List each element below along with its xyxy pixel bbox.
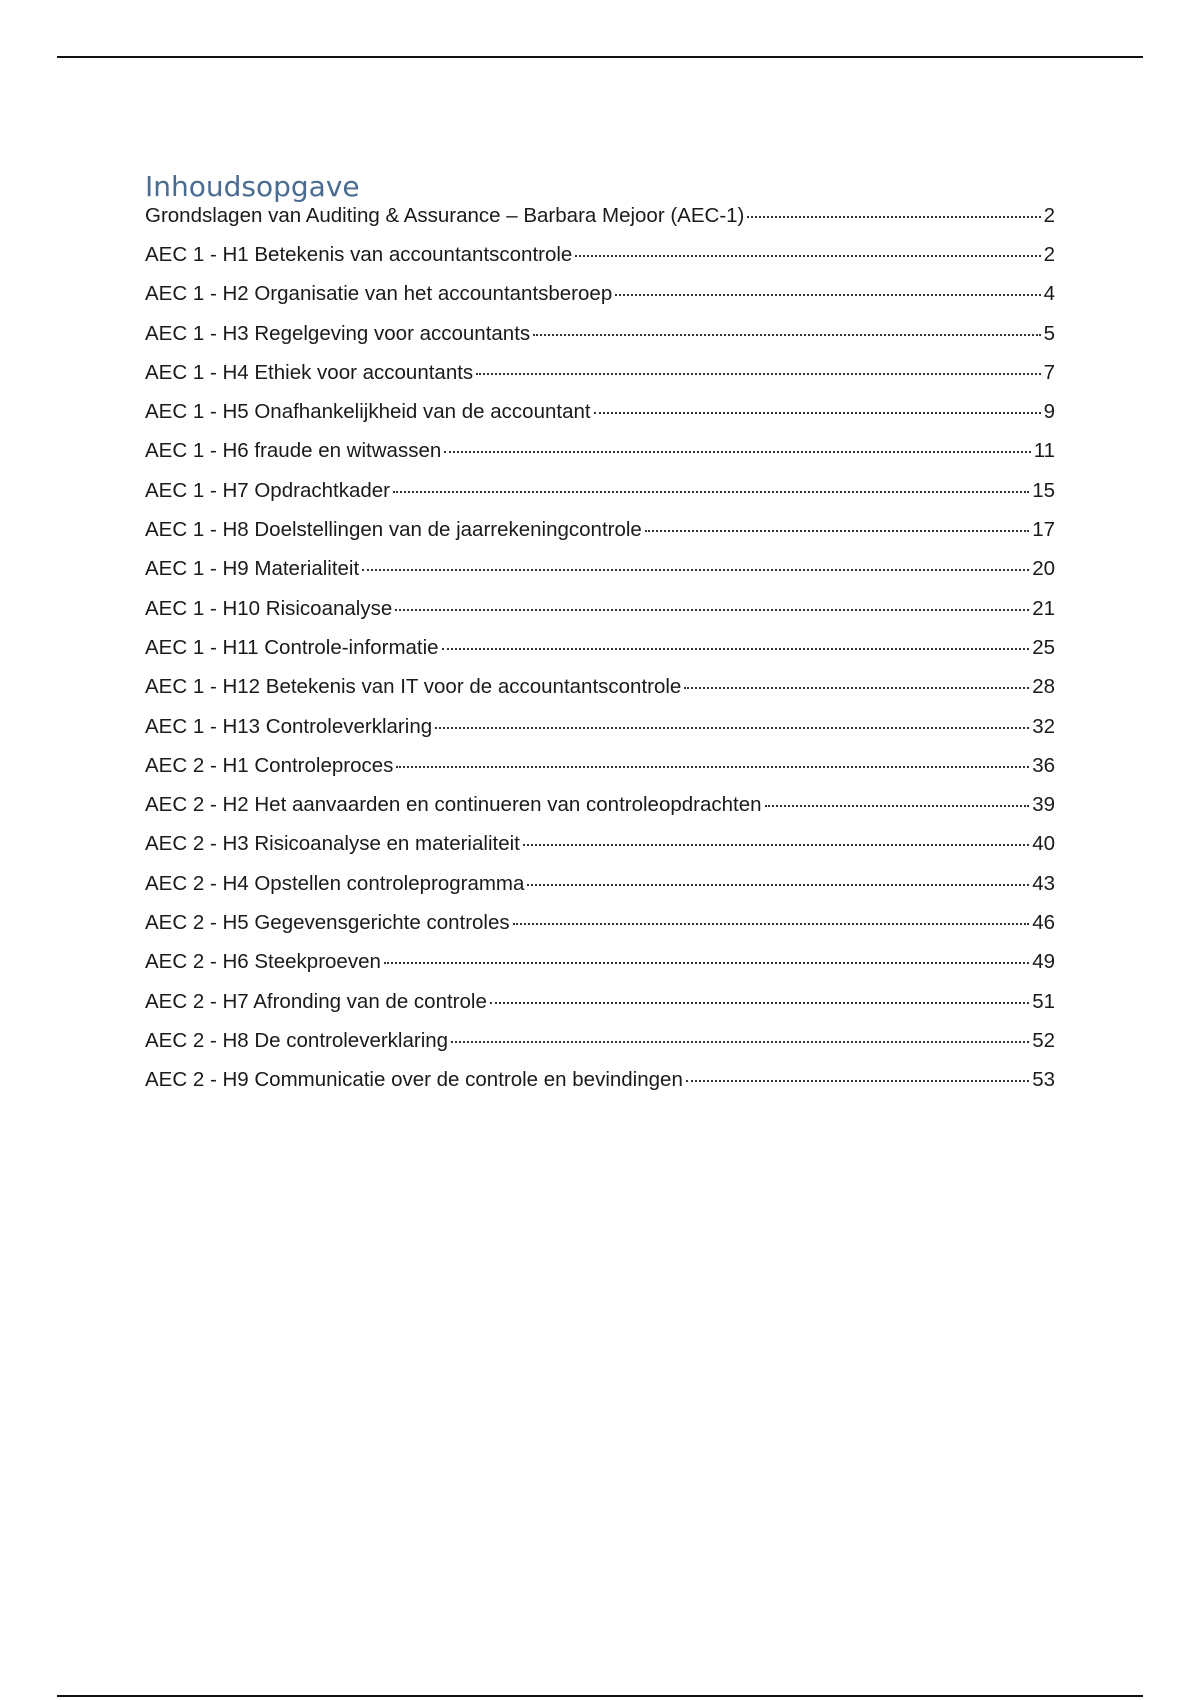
toc-dot-leader — [645, 530, 1029, 532]
toc-page-number[interactable]: 15 — [1032, 478, 1055, 502]
table-of-contents — [145, 170, 1055, 1108]
toc-entry-title[interactable]: AEC 1 - H10 Risicoanalyse — [145, 596, 393, 620]
toc-entry[interactable] — [145, 715, 1055, 754]
toc-page-number[interactable]: 9 — [1043, 400, 1055, 424]
toc-page-number[interactable]: 20 — [1032, 557, 1055, 581]
toc-page-number[interactable]: 21 — [1032, 596, 1055, 620]
toc-page-number[interactable]: 4 — [1043, 282, 1055, 306]
toc-dot-leader — [686, 1080, 1029, 1082]
toc-entry-title[interactable]: AEC 1 - H9 Materialiteit — [145, 557, 360, 581]
toc-page-number[interactable]: 2 — [1043, 204, 1055, 227]
toc-dot-leader — [594, 412, 1041, 414]
toc-entry-title[interactable]: AEC 2 - H3 Risicoanalyse en materialiteit — [145, 832, 520, 856]
toc-entry[interactable] — [145, 1029, 1055, 1068]
toc-entry[interactable] — [145, 439, 1055, 478]
toc-dot-leader — [395, 609, 1029, 611]
toc-page-number[interactable]: 11 — [1033, 439, 1055, 463]
toc-page-number[interactable]: 5 — [1043, 321, 1055, 345]
toc-dot-leader — [396, 766, 1029, 768]
toc-dot-leader — [384, 962, 1029, 964]
toc-entry[interactable] — [145, 518, 1055, 557]
toc-entry-title[interactable]: AEC 2 - H1 Controleproces — [145, 753, 394, 777]
toc-entry[interactable] — [145, 990, 1055, 1029]
toc-dot-leader — [513, 923, 1030, 925]
toc-entry[interactable] — [145, 1068, 1055, 1107]
toc-entry[interactable] — [145, 675, 1055, 714]
toc-dot-leader — [362, 569, 1029, 571]
toc-entry[interactable] — [145, 793, 1055, 832]
toc-entry[interactable] — [145, 557, 1055, 596]
toc-page-number[interactable]: 51 — [1032, 989, 1055, 1013]
toc-page-number[interactable]: 53 — [1032, 1068, 1055, 1092]
toc-page-number[interactable]: 7 — [1043, 360, 1055, 384]
toc-dot-leader — [523, 844, 1029, 846]
toc-entry-title[interactable]: AEC 1 - H8 Doelstellingen van de jaarrekeningcontrole — [145, 518, 642, 542]
toc-entry[interactable] — [145, 872, 1055, 911]
toc-dot-leader — [684, 687, 1029, 689]
toc-page-number[interactable]: 25 — [1032, 635, 1055, 659]
toc-entry-title[interactable]: AEC 1 - H6 fraude en witwassen — [145, 439, 442, 463]
toc-dot-leader — [765, 805, 1030, 807]
toc-dot-leader — [490, 1002, 1029, 1004]
toc-entry[interactable] — [145, 754, 1055, 793]
toc-dot-leader — [451, 1041, 1029, 1043]
toc-dot-leader — [435, 727, 1029, 729]
toc-page-number[interactable]: 36 — [1032, 753, 1055, 777]
toc-page-number[interactable]: 39 — [1032, 793, 1055, 817]
toc-entry[interactable] — [145, 950, 1055, 989]
toc-entry[interactable] — [145, 361, 1055, 400]
toc-page-number[interactable]: 49 — [1032, 950, 1055, 974]
toc-dot-leader — [575, 255, 1040, 257]
toc-page-number[interactable]: 43 — [1032, 871, 1055, 895]
toc-dot-leader — [442, 648, 1030, 650]
toc-entry[interactable] — [145, 204, 1055, 243]
toc-entry-title[interactable]: AEC 1 - H5 Onafhankelijkheid van de accountant — [145, 400, 591, 424]
toc-page-number[interactable]: 28 — [1032, 675, 1055, 699]
header-rule — [57, 56, 1143, 58]
toc-entry[interactable] — [145, 243, 1055, 282]
toc-entry[interactable] — [145, 282, 1055, 321]
toc-entry-title[interactable]: AEC 1 - H1 Betekenis van accountantscontrole — [145, 243, 573, 266]
toc-entry-title[interactable]: AEC 2 - H2 Het aanvaarden en continueren van controleopdrachten — [145, 793, 762, 817]
toc-entry-title[interactable]: AEC 2 - H4 Opstellen controleprogramma — [145, 871, 525, 895]
toc-dot-leader — [444, 451, 1030, 453]
toc-title: Inhoudsopgave — [145, 170, 360, 203]
toc-dot-leader — [476, 373, 1040, 375]
toc-dot-leader — [527, 884, 1029, 886]
toc-entry-title[interactable]: AEC 2 - H9 Communicatie over de controle en bevindingen — [145, 1068, 683, 1092]
toc-entry-title[interactable]: AEC 2 - H6 Steekproeven — [145, 950, 381, 974]
toc-entry-title[interactable]: AEC 1 - H12 Betekenis van IT voor de accountantscontrole — [145, 675, 682, 699]
toc-entry[interactable] — [145, 911, 1055, 950]
toc-entry[interactable] — [145, 322, 1055, 361]
toc-entry-title[interactable]: AEC 1 - H4 Ethiek voor accountants — [145, 360, 474, 384]
footer-rule — [57, 1695, 1143, 1697]
toc-entry-title[interactable]: AEC 1 - H2 Organisatie van het accountantsberoep — [145, 282, 613, 306]
toc-dot-leader — [747, 216, 1040, 218]
toc-entry[interactable] — [145, 597, 1055, 636]
toc-page-number[interactable]: 46 — [1032, 911, 1055, 935]
toc-page-number[interactable]: 40 — [1032, 832, 1055, 856]
toc-entry-title[interactable]: Grondslagen van Auditing & Assurance – Barbara Mejoor (AEC-1) — [145, 204, 745, 227]
toc-dot-leader — [533, 334, 1040, 336]
toc-page-number[interactable]: 52 — [1032, 1028, 1055, 1052]
toc-dot-leader — [393, 491, 1029, 493]
toc-entry-title[interactable]: AEC 2 - H5 Gegevensgerichte controles — [145, 911, 510, 935]
toc-page-number[interactable]: 17 — [1032, 518, 1055, 542]
toc-entry-title[interactable]: AEC 1 - H3 Regelgeving voor accountants — [145, 321, 531, 345]
toc-entry-title[interactable]: AEC 1 - H7 Opdrachtkader — [145, 478, 390, 502]
toc-entry-title[interactable]: AEC 1 - H11 Controle-informatie — [145, 635, 439, 659]
toc-entry[interactable] — [145, 636, 1055, 675]
toc-entry-title[interactable]: AEC 1 - H13 Controleverklaring — [145, 714, 433, 738]
toc-page-number[interactable]: 32 — [1032, 714, 1055, 738]
toc-entry-title[interactable]: AEC 2 - H7 Afronding van de controle — [145, 989, 487, 1013]
toc-entry[interactable] — [145, 479, 1055, 518]
toc-entry-title[interactable]: AEC 2 - H8 De controleverklaring — [145, 1028, 449, 1052]
toc-list — [145, 204, 1055, 1108]
toc-dot-leader — [615, 294, 1040, 296]
toc-entry[interactable] — [145, 832, 1055, 871]
toc-entry[interactable] — [145, 400, 1055, 439]
toc-page-number[interactable]: 2 — [1043, 243, 1055, 266]
